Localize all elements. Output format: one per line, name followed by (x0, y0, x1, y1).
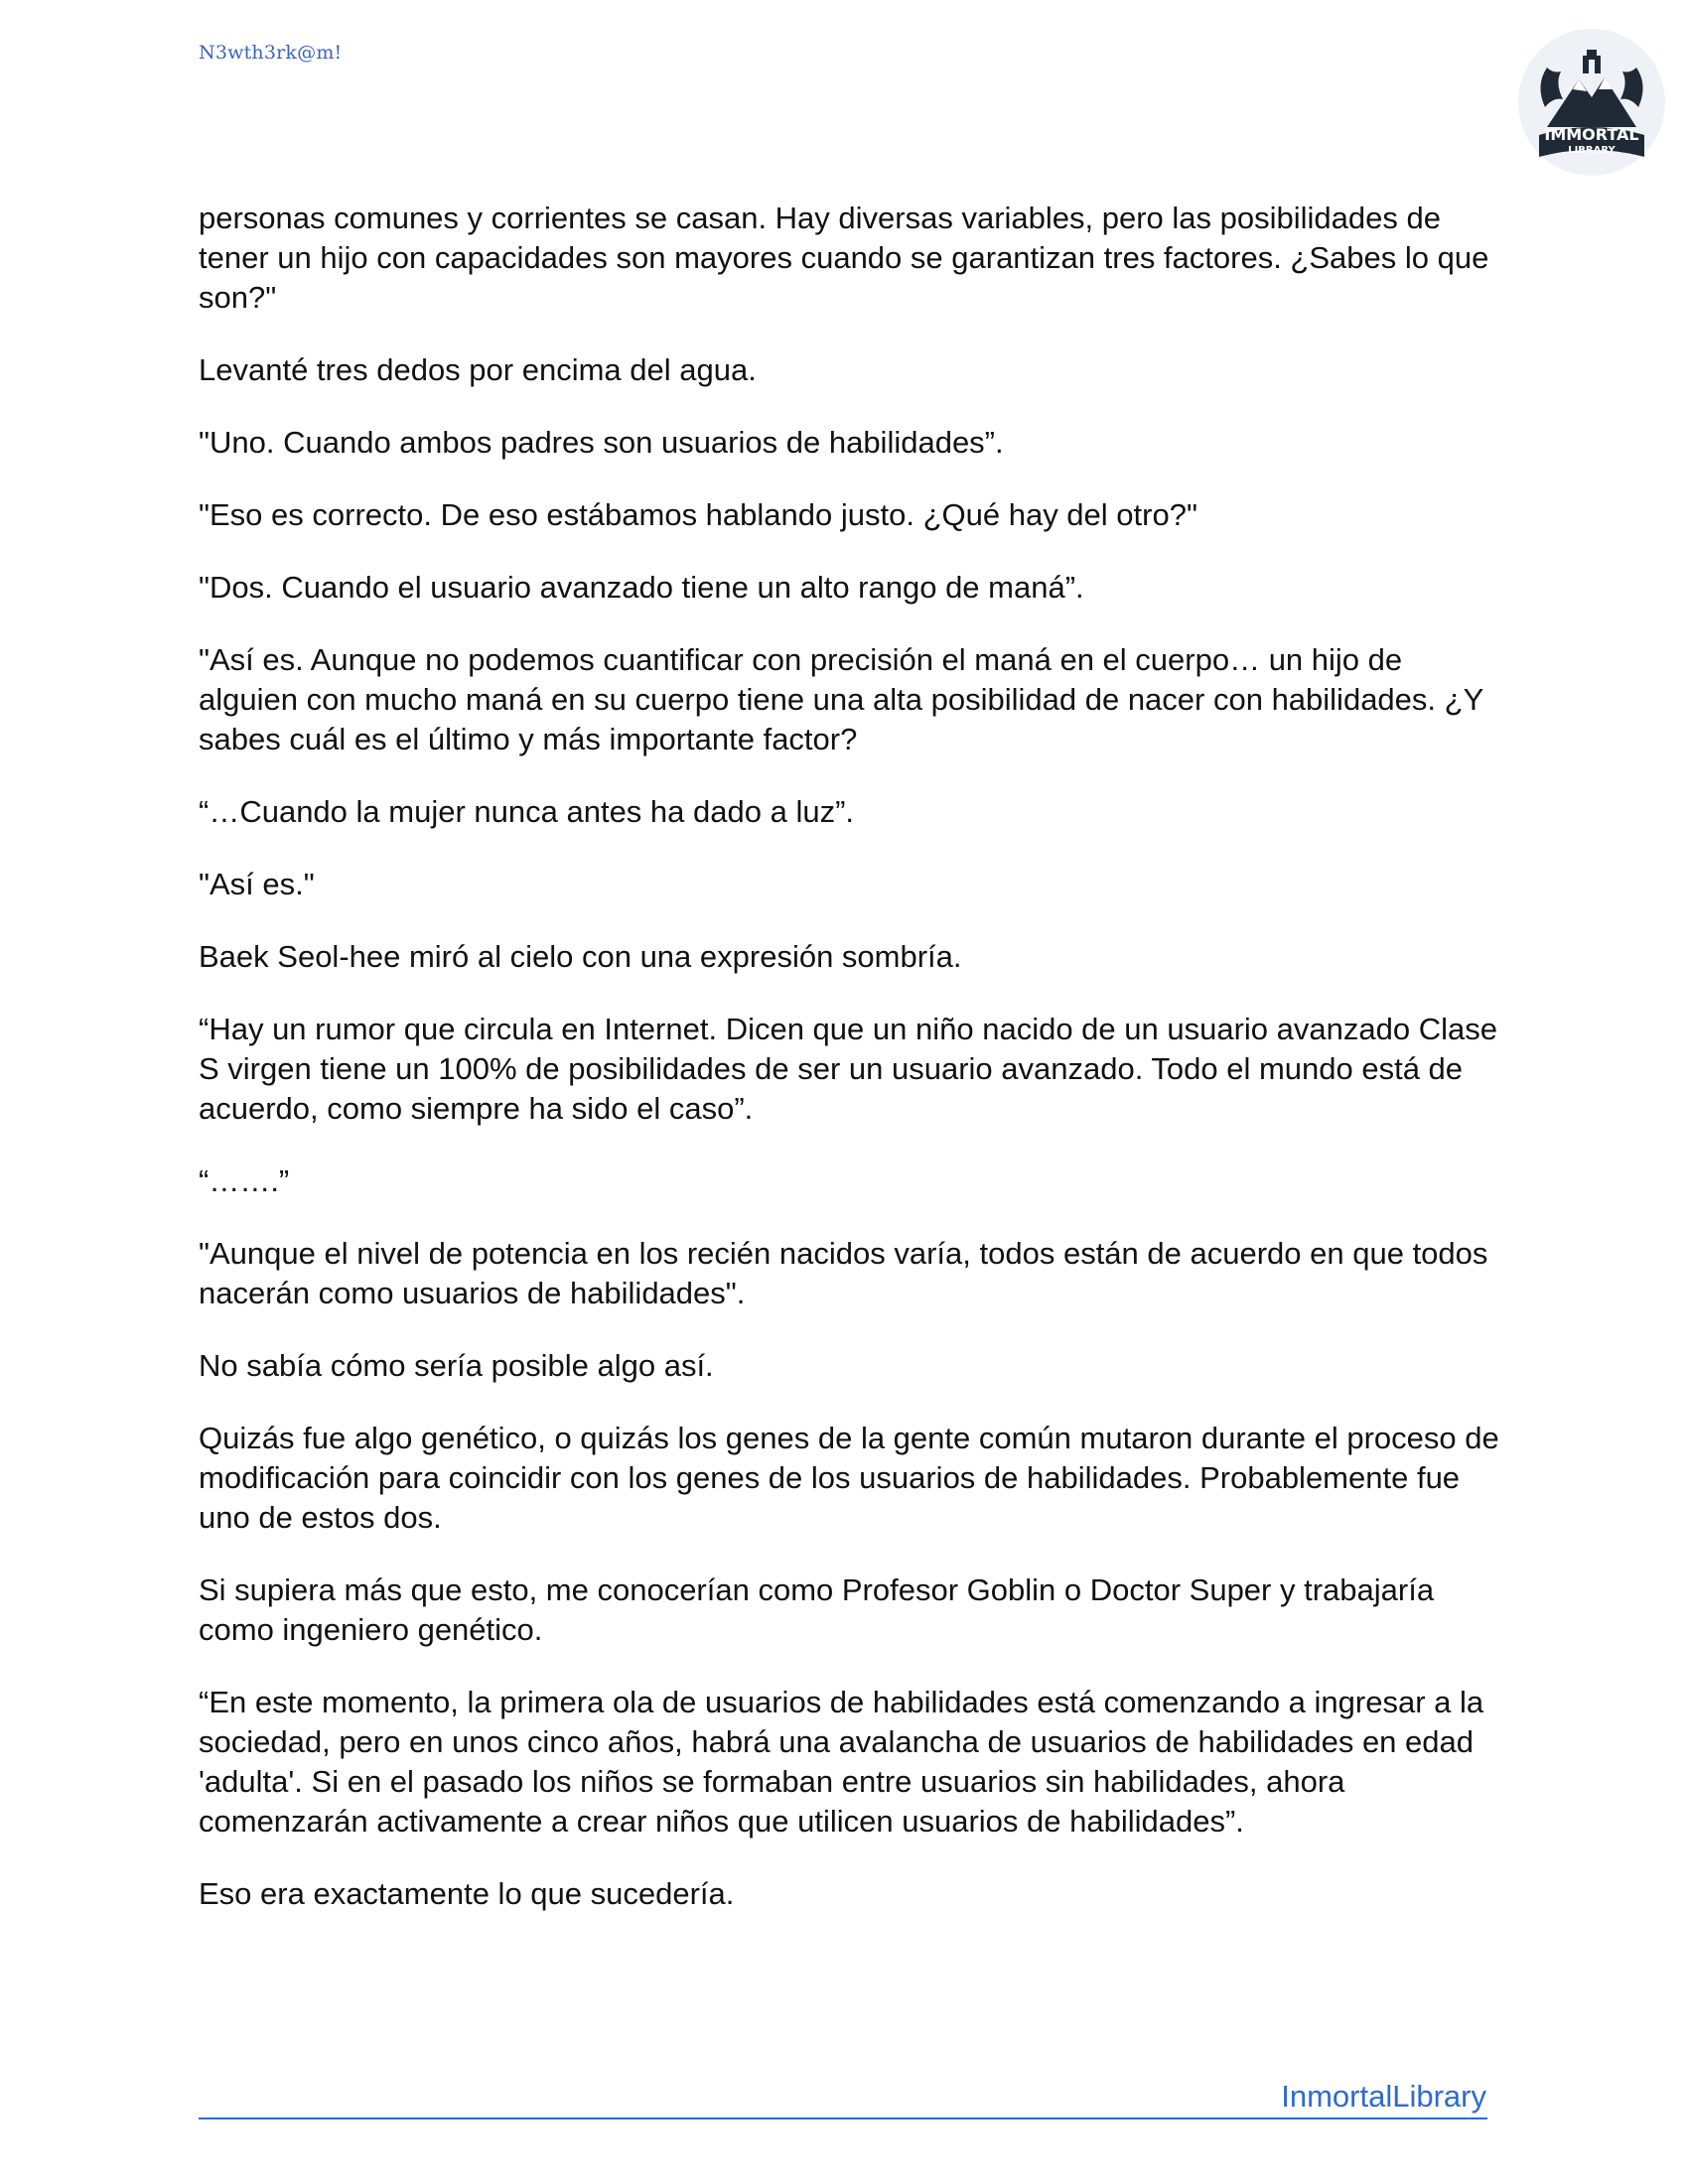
paragraph: Baek Seol-hee miró al cielo con una expresión sombría. (199, 939, 962, 974)
paragraph: personas comunes y corrientes se casan. Hay diversas variables, pero las posibilidades de tener un hijo con capacidades son mayores cuando se garantizan tres factores. ¿Sabes lo que son?" (199, 201, 1489, 315)
paragraph: Si supiera más que esto, me conocerían como Profesor Goblin o Doctor Super y trabajaría como ingeniero genético. (199, 1572, 1435, 1647)
paragraph: "Aunque el nivel de potencia en los recién nacidos varía, todos están de acuerdo en que todos nacerán como usuarios de habilidades". (199, 1236, 1488, 1310)
paragraph: "Así es." (199, 867, 315, 901)
paragraph: "Así es. Aunque no podemos cuantificar con precisión el maná en el cuerpo… un hijo de alguien con mucho maná en su cuerpo tiene una alta posibilidad de nacer con habilidades. ¿Y sabes cuál es el último y más importante factor? (199, 642, 1483, 756)
paragraph: "Eso es correcto. De eso estábamos hablando justo. ¿Qué hay del otro?" (199, 497, 1197, 532)
paragraph: "Uno. Cuando ambos padres son usuarios de habilidades”. (199, 425, 1004, 460)
paragraph: Levanté tres dedos por encima del agua. (199, 352, 757, 387)
document-body (199, 199, 1499, 1947)
paragraph: Eso era exactamente lo que sucedería. (199, 1876, 735, 1911)
paragraph: “…Cuando la mujer nunca antes ha dado a luz”. (199, 794, 855, 829)
immortal-library-logo-icon (1517, 28, 1666, 177)
logo-text-line2: LIBRARY (1568, 145, 1616, 156)
paragraph: No sabía cómo sería posible algo así. (199, 1348, 714, 1383)
paragraph: “Hay un rumor que circula en Internet. Dicen que un niño nacido de un usuario avanzado Clase S virgen tiene un 100% de posibilidades de ser un usuario avanzado. Todo el mundo está de acuerdo, como siempre ha sido el caso”. (199, 1012, 1497, 1126)
paragraph: “En este momento, la primera ola de usuarios de habilidades está comenzando a ingresar a la sociedad, pero en unos cinco años, habrá una avalancha de usuarios de habilidades en edad 'adulta'. Si en el pasado los niños se formaban entre usuarios sin habilidades, ahora comenzarán activamente a crear niños que utilicen usuarios de habilidades”. (199, 1685, 1484, 1839)
logo-text-line1: IMMORTAL (1544, 125, 1639, 144)
paragraph: "Dos. Cuando el usuario avanzado tiene un alto rango de maná”. (199, 570, 1084, 605)
footer-link[interactable]: InmortalLibrary (1281, 2079, 1486, 2114)
paragraph: Quizás fue algo genético, o quizás los genes de la gente común mutaron durante el proceso de modificación para coincidir con los genes de los usuarios de habilidades. Probablemente fue uno de estos dos. (199, 1421, 1499, 1535)
header-tag: N3wth3rk@m! (199, 42, 343, 64)
footer-divider (199, 2117, 1487, 2119)
paragraph: “…….” (199, 1163, 290, 1198)
